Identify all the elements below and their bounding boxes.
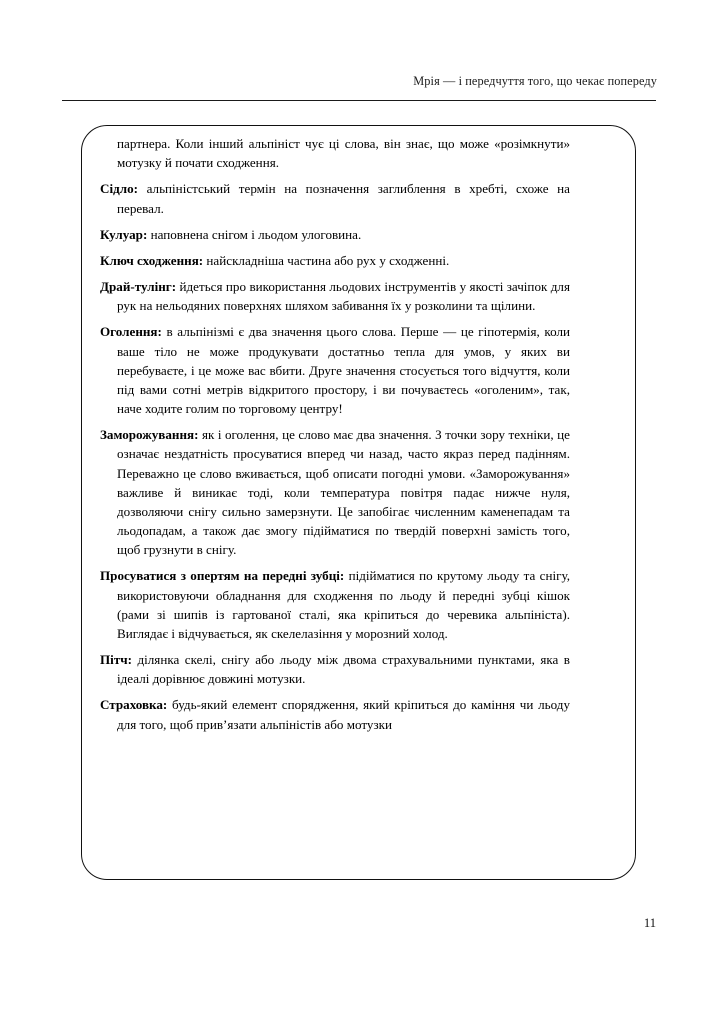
glossary-entry bbox=[100, 322, 570, 418]
glossary-entry bbox=[100, 251, 570, 270]
glossary-entry bbox=[100, 695, 570, 733]
glossary-definition: йдеться про використання льодових інструментів у якості зачіпок для рук на нельодяних поверхнях шляхом забивання їх у розколини та щілини. bbox=[117, 279, 570, 314]
glossary-definition: партнера. Коли інший альпініст чує ці слова, він знає, що може «розімкнути» мотузку й почати сходження. bbox=[117, 136, 570, 171]
glossary-term: Кулуар: bbox=[100, 226, 148, 242]
glossary-entry bbox=[100, 225, 570, 244]
glossary-definition: найскладніша частина або рух у сходженні. bbox=[203, 252, 450, 268]
glossary-entry bbox=[100, 179, 570, 217]
glossary-list bbox=[100, 134, 570, 734]
glossary-entry bbox=[100, 277, 570, 315]
glossary-definition: ділянка скелі, снігу або льоду між двома страхувальними пунктами, яка в ідеалі дорівнює довжині мотузки. bbox=[117, 652, 570, 687]
glossary-entry bbox=[100, 425, 570, 559]
glossary-entry bbox=[100, 134, 570, 172]
glossary-definition: як і оголення, це слово має два значення. З точки зору техніки, це означає нездатність просуватися вперед чи назад, часто якраз перед падінням. Переважно це слово вживається, щоб описати погодні умови. «Заморожування» важливе й виникає тоді, коли температура повітря падає нижче нуля, дозволяючи снігу сильно замерзнути. Це запобігає численним каменепадам та льодопадам, а також дає змогу підійматися по твердій поверхні замість того, щоб грузнути в снігу. bbox=[117, 427, 570, 558]
glossary-definition: наповнена снігом і льодом улоговина. bbox=[147, 226, 362, 242]
glossary-term: Сідло: bbox=[100, 181, 138, 197]
glossary-term: Оголення: bbox=[100, 324, 162, 340]
page-number: 11 bbox=[643, 916, 656, 930]
glossary-entry bbox=[100, 650, 570, 688]
glossary-definition: будь-який елемент спорядження, який кріпиться до каміння чи льоду для того, щоб прив’язати альпіністів або мотузки bbox=[117, 697, 570, 732]
glossary-term: Ключ сходження: bbox=[100, 252, 204, 268]
glossary-term: Драй-тулінг: bbox=[100, 279, 177, 295]
glossary-definition: альпіністський термін на позначення заглиблення в хребті, схоже на перевал. bbox=[117, 181, 570, 216]
glossary-term: Заморожування: bbox=[100, 427, 199, 443]
glossary-term: Пітч: bbox=[100, 652, 132, 668]
running-head: Мрія — і передчуття того, що чекає попереду bbox=[413, 74, 657, 88]
glossary-term: Просуватися з опертям на передні зубці: bbox=[100, 568, 345, 584]
glossary-entry bbox=[100, 566, 570, 643]
glossary-definition: в альпінізмі є два значення цього слова. Перше — це гіпотермія, коли ваше тіло не може продукувати достатньо тепла для умов, у яких ви перебуваєте, і це може вас вбити. Друге значення стосується того відчуття, коли під вами сотні метрів відкритого простору, і ви почуваєтесь «оголеним», так, наче ходите голим по торговому центру! bbox=[117, 324, 570, 417]
header-rule bbox=[62, 100, 656, 101]
glossary-definition: підійматися по крутому льоду та снігу, використовуючи обладнання для сходження по льоду й передні зубці кішок (рами зі шипів із гартованої сталі, яка кріпиться до черевика альпініста). Виглядає і відчувається, як скелелазіння у морозний холод. bbox=[117, 568, 570, 641]
glossary-term: Страховка: bbox=[100, 697, 168, 713]
